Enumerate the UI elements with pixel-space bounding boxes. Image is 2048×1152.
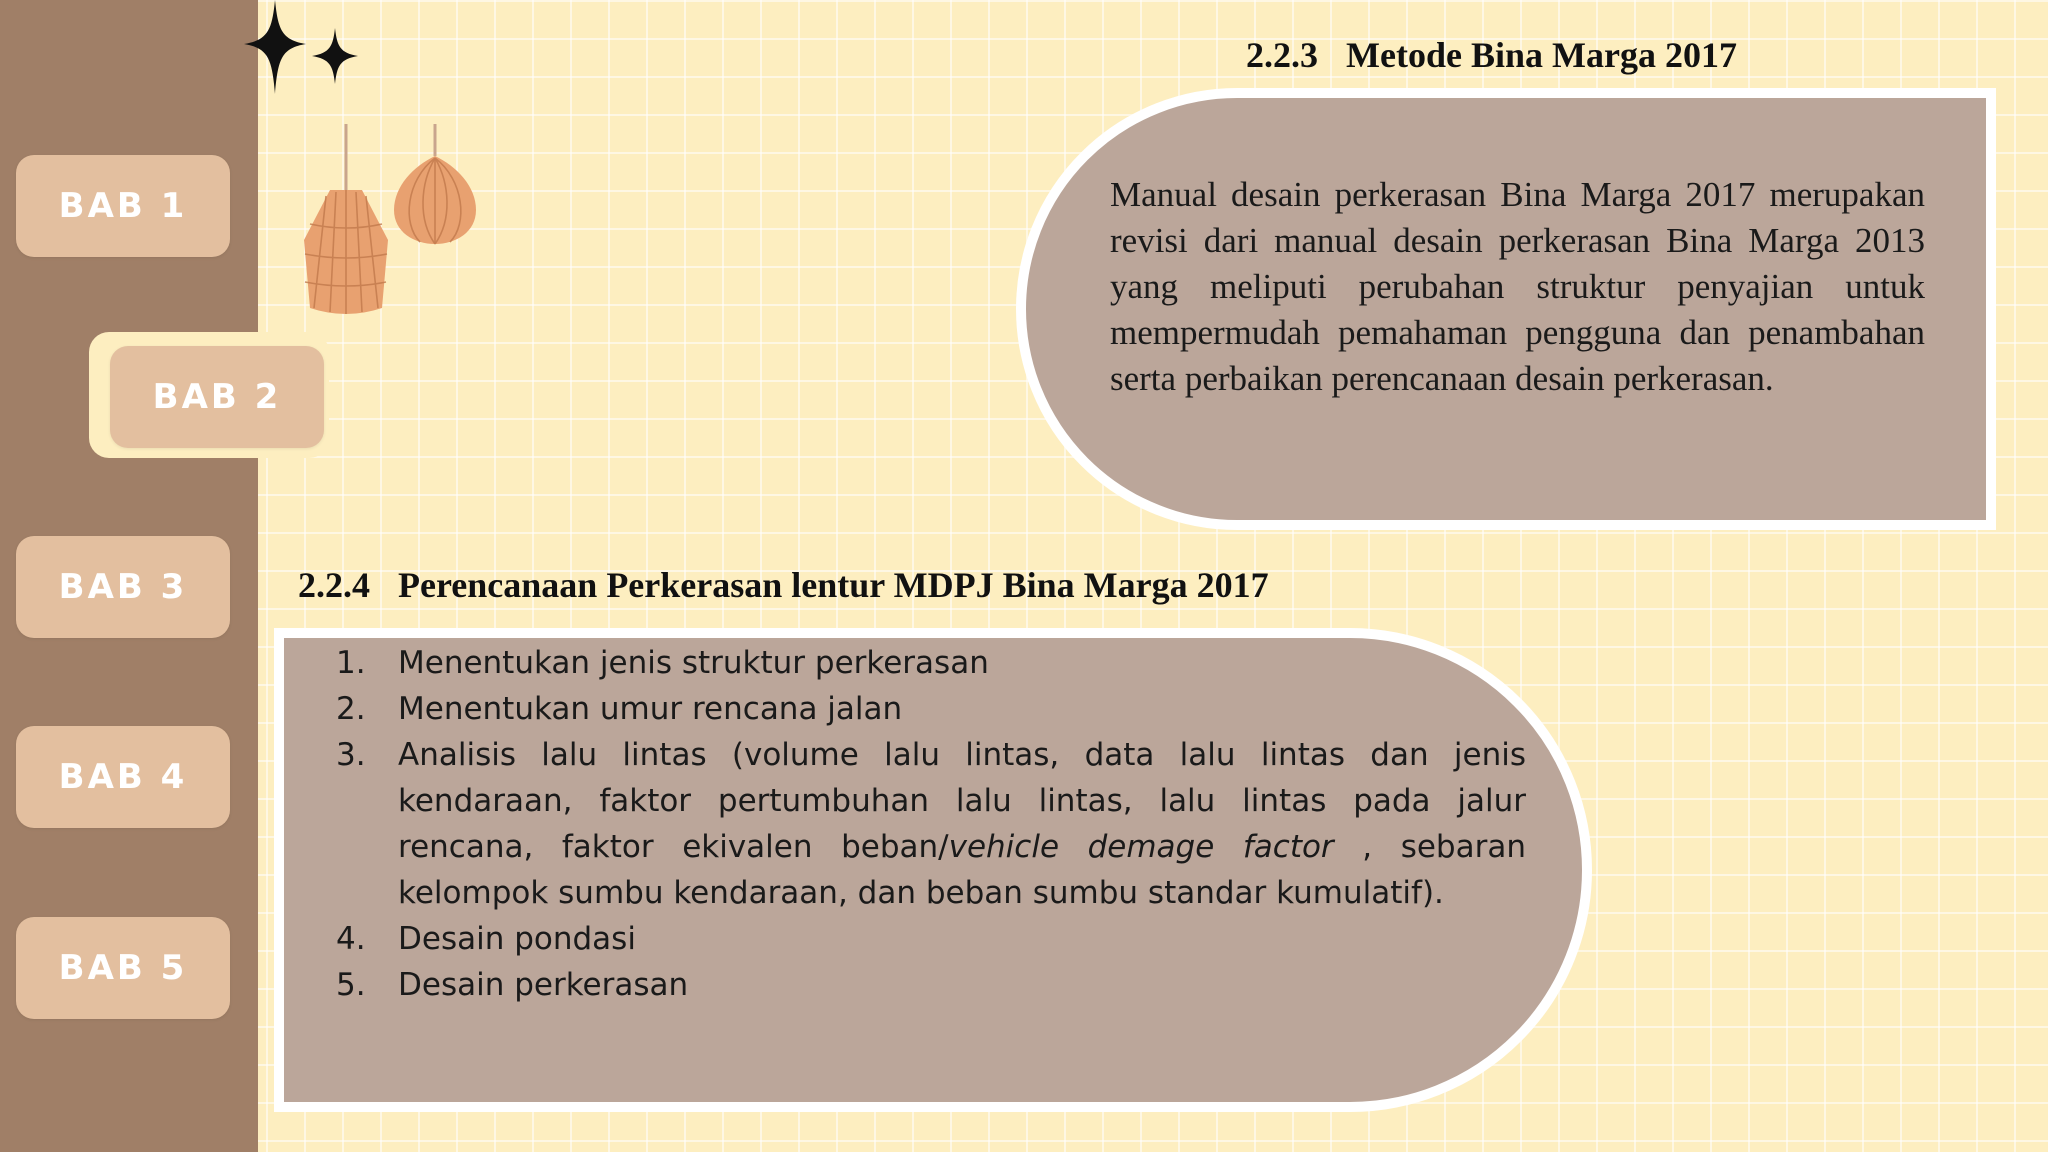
list-item <box>336 962 1526 1008</box>
sidebar-item-bab-4[interactable] <box>16 726 230 828</box>
sidebar-item-label: BAB 4 <box>58 757 188 797</box>
rattan-lamp-tall-icon <box>296 124 396 320</box>
section-223-body: Manual desain perkerasan Bina Marga 2017 merupakan revisi dari manual desain perkerasan Bina Marga 2013 yang meliputi perubahan struktur penyajian untuk mempermudah pemahaman pengguna dan penambahan serta perbaikan perencanaan desain perkerasan. <box>1110 175 1925 398</box>
list-item-text-end: , sebaran kelompok sumbu kendaraan, dan beban sumbu standar kumulatif). <box>398 829 1526 911</box>
list-item <box>336 686 1526 732</box>
section-223-number: 2.2.3 <box>1246 35 1318 75</box>
sparkle-small-icon <box>312 28 358 84</box>
list-item <box>336 732 1526 916</box>
list-item-number: 4. <box>336 921 366 957</box>
sidebar-item-bab-1[interactable] <box>16 155 230 257</box>
list-item-text: Menentukan jenis struktur perkerasan <box>398 645 989 681</box>
sidebar-item-label: BAB 2 <box>152 377 282 417</box>
section-224-number: 2.2.4 <box>298 565 370 605</box>
list-item-number: 2. <box>336 691 366 727</box>
section-223-heading <box>1246 34 1737 76</box>
sidebar-item-label: BAB 1 <box>58 186 188 226</box>
list-item-text: Desain pondasi <box>398 921 636 957</box>
section-224-title: Perencanaan Perkerasan lentur MDPJ Bina Marga 2017 <box>398 565 1269 605</box>
sidebar-item-bab-5[interactable] <box>16 917 230 1019</box>
list-item-text-italic: vehicle demage factor <box>948 829 1334 865</box>
sidebar-item-bab-3[interactable] <box>16 536 230 638</box>
section-224-heading <box>298 564 1269 606</box>
list-item-text-start: Analisis lalu lintas (volume lalu lintas, data lalu lintas dan jenis kendaraan, faktor pertumbuhan lalu lintas, lalu lintas pada jalur rencana, faktor ekivalen beban/ <box>398 737 1526 865</box>
list-item <box>336 640 1526 686</box>
sidebar-item-bab-2[interactable] <box>110 346 324 448</box>
list-item-number: 3. <box>336 737 366 773</box>
sparkle-large-icon <box>244 0 306 94</box>
list-item-text <box>398 732 1526 916</box>
rattan-lamp-round-icon <box>390 124 480 248</box>
sidebar-item-label: BAB 5 <box>58 948 188 988</box>
list-item-number: 1. <box>336 645 366 681</box>
list-item-number: 5. <box>336 967 366 1003</box>
section-224-steps-list <box>336 640 1526 1008</box>
list-item-text: Desain perkerasan <box>398 967 689 1003</box>
section-223-title: Metode Bina Marga 2017 <box>1346 35 1737 75</box>
list-item <box>336 916 1526 962</box>
sidebar-item-label: BAB 3 <box>58 567 188 607</box>
list-item-text: Menentukan umur rencana jalan <box>398 691 903 727</box>
